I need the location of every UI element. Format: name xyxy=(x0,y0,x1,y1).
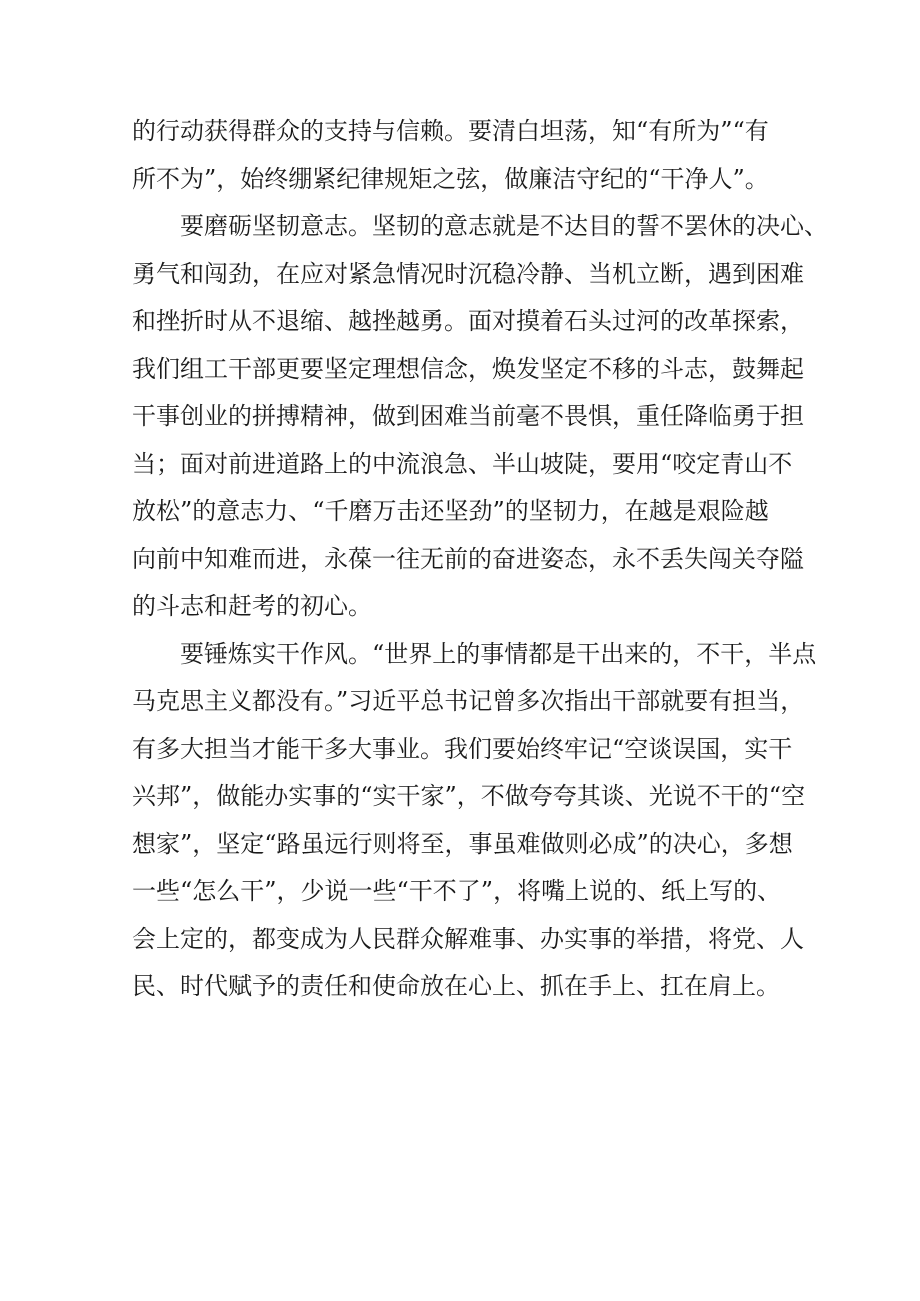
text-line: 民、时代赋予的责任和使命放在心上、抓在手上、扛在肩上。 xyxy=(132,972,780,1000)
text-line: 的斗志和赶考的初心。 xyxy=(132,592,372,620)
text-line: 的行动获得群众的支持与信赖。要清白坦荡，知“有所为”“有 xyxy=(132,117,769,145)
body-text xyxy=(132,108,828,1011)
text-line: 有多大担当才能干多大事业。我们要始终牢记“空谈误国，实干 xyxy=(132,734,793,763)
text-line: 当；面对前进道路上的中流浪急、半山坡陡，要用“咬定青山不 xyxy=(132,449,793,478)
text-line: 放松”的意志力、“千磨万击还坚劲”的坚韧力，在越是艰险越 xyxy=(132,497,769,525)
text-line: 要锤炼实干作风。“世界上的事情都是干出来的，不干，半点 xyxy=(132,639,817,668)
text-line: 马克思主义都没有。”习近平总书记曾多次指出干部就要有担当， xyxy=(132,687,805,715)
text-line: 想家”，坚定“路虽远行则将至，事虽难做则必成”的决心，多想 xyxy=(132,829,793,858)
text-line: 干事创业的拼搏精神，做到困难当前毫不畏惧，重任降临勇于担 xyxy=(132,402,804,430)
text-line: 一些“怎么干”，少说一些“干不了”，将嘴上说的、纸上写的、 xyxy=(132,877,782,905)
text-line: 我们组工干部更要坚定理想信念，焕发坚定不移的斗志，鼓舞起 xyxy=(132,354,804,383)
text-line: 要磨砺坚韧意志。坚韧的意志就是不达目的誓不罢休的决心、 xyxy=(132,212,828,240)
text-line: 和挫折时从不退缩、越挫越勇。面对摸着石头过河的改革探索， xyxy=(132,307,804,335)
text-line: 向前中知难而进，永葆一往无前的奋进姿态，永不丢失闯关夺隘 xyxy=(132,544,804,573)
text-line: 会上定的，都变成为人民群众解难事、办实事的举措，将党、人 xyxy=(132,924,804,953)
text-line: 所不为”，始终绷紧纪律规矩之弦，做廉洁守纪的“干净人”。 xyxy=(132,164,769,193)
text-line: 兴邦”，做能办实事的“实干家”，不做夸夸其谈、光说不干的“空 xyxy=(132,782,806,810)
text-line: 勇气和闯劲，在应对紧急情况时沉稳冷静、当机立断，遇到困难 xyxy=(132,259,804,288)
